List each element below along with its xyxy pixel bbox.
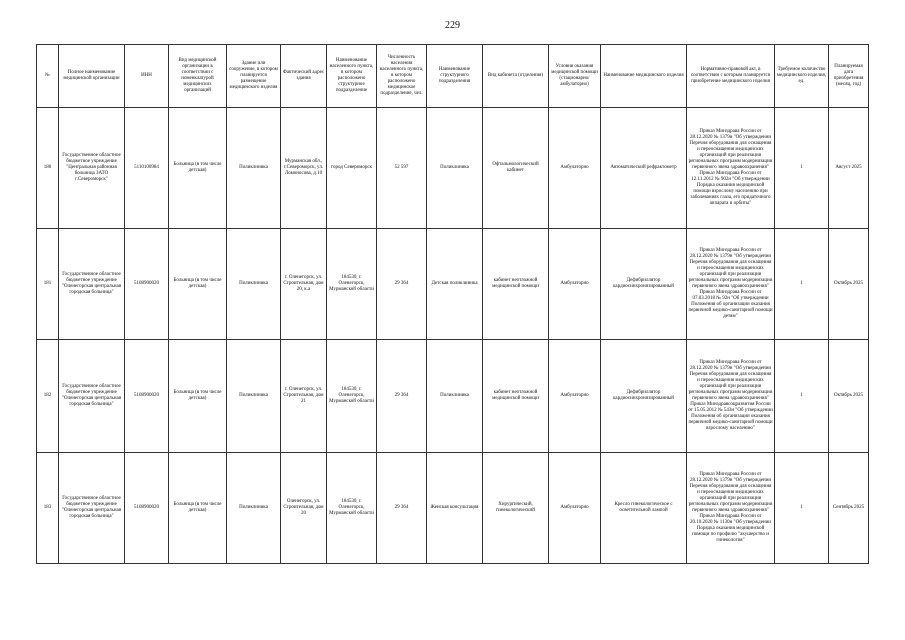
purchase-date: Сентябрь 2025 (829, 453, 869, 564)
inn: 5108900020 (125, 229, 169, 340)
header-cell: № (37, 45, 59, 108)
header-cell: Вид кабинета (отделения) (483, 45, 549, 108)
inn: 5110100984 (125, 108, 169, 229)
unit: Детская поликлиника (427, 229, 483, 340)
device: Дефибриллятор кардиосинхронизированный (601, 229, 687, 340)
building: Поликлиника (227, 229, 281, 340)
header-cell: Нормативно-правовой акт, в соответствии с которым планируется приобретение медицинского изделия (687, 45, 775, 108)
conditions: Амбулаторно (549, 108, 601, 229)
inn: 5108900020 (125, 340, 169, 453)
quantity: 1 (775, 340, 829, 453)
locality: 184530, г. Оленегорск, Мурманской области (327, 453, 377, 564)
cabinet: кабинет неотложной медицинской помощи (483, 229, 549, 340)
locality: 184530, г. Оленегорск, Мурманской области (327, 340, 377, 453)
header-cell: Вид медицинской организации в соответствии с номенклатурой медицинских организаций (169, 45, 227, 108)
organization-type: Больница (в том числе детская) (169, 453, 227, 564)
population: 52 597 (377, 108, 427, 229)
quantity: 1 (775, 108, 829, 229)
row-number: 182 (37, 340, 59, 453)
header-cell: Условия оказания медицинской помощи (стационарно/амбулаторно) (549, 45, 601, 108)
population: 29 364 (377, 340, 427, 453)
organization-type: Больница (в том числе детская) (169, 229, 227, 340)
row-number: 181 (37, 229, 59, 340)
cabinet: кабинет неотложной медицинской помощи (483, 340, 549, 453)
equipment-table (36, 44, 869, 564)
locality: город Североморск (327, 108, 377, 229)
table-row (37, 453, 869, 564)
row-number: 180 (37, 108, 59, 229)
header-cell: Наименование населенного пункта, в котором расположено структурное подразделение (327, 45, 377, 108)
table-row (37, 108, 869, 229)
unit: Поликлиника (427, 340, 483, 453)
header-cell: Полное наименование медицинской организации (59, 45, 125, 108)
table-header-row (37, 45, 869, 108)
organization-name: Государственное областное бюджетное учреждение "Центральная районная больница ЗАТО г.Североморск" (59, 108, 125, 229)
quantity: 1 (775, 453, 829, 564)
table-row (37, 229, 869, 340)
regulatory-act: Приказ Минздрава России от 28.12.2020 № 1379н "Об утверждении Перечня оборудования для оснащения и переоснащения медицинских организаций при реализации региональных программ модернизации первичного звена здравоохранения" Приказ Минздрава России от 07.03.2018 № 92н "Об утверждении Положения об организации оказания первичной медико-санитарной помощи детям" (687, 229, 775, 340)
purchase-date: Октябрь 2025 (829, 229, 869, 340)
device: Автоматический рефрактометр (601, 108, 687, 229)
device: Кресло гинекологическое с осветительной лампой (601, 453, 687, 564)
quantity: 1 (775, 229, 829, 340)
header-cell: Наименование структурного подразделения (427, 45, 483, 108)
header-cell: Наименование медицинского изделия (601, 45, 687, 108)
regulatory-act: Приказ Минздрава России от 28.12.2020 № 1379н "Об утверждении Перечня оборудования для оснащения и переоснащения медицинских организаций при реализации региональных программ модернизации первичного звена здравоохранения" Приказ Минздрава России от 12.11.2012 № 902н "Об утверждении Порядка оказания медицинской помощи взрослому населению при заболеваниях глаза, его придаточного аппарата и орбиты" (687, 108, 775, 229)
organization-name: Государственное областное бюджетное учреждение "Оленегорская центральная городская больница" (59, 340, 125, 453)
regulatory-act: Приказ Минздрава России от 28.12.2020 № 1379н "Об утверждении Перечня оборудования для оснащения и переоснащения медицинских организаций при реализации региональных программ модернизации первичного звена здравоохранения" Приказ Минздрава России от 20.10.2020 № 1130н "Об утверждении Порядка оказания медицинской помощи по профилю "акушерство и гинекология" (687, 453, 775, 564)
purchase-date: Октябрь 2025 (829, 340, 869, 453)
header-cell: Численность населения населенного пункта, в котором расположено медицинское подразделение, чел. (377, 45, 427, 108)
device: Дефибриллятор кардиосинхронизированный (601, 340, 687, 453)
inn: 5108900020 (125, 453, 169, 564)
cabinet: Офтальмологический кабинет (483, 108, 549, 229)
conditions: Амбулаторно (549, 340, 601, 453)
population: 29 364 (377, 453, 427, 564)
address: г. Оленегорск, ул. Строительная, дом 20, к.а (281, 229, 327, 340)
row-number: 183 (37, 453, 59, 564)
page-number: 229 (445, 20, 460, 31)
header-cell: Здание или сооружение, в котором планируется размещение медицинского изделия (227, 45, 281, 108)
organization-type: Больница (в том числе детская) (169, 108, 227, 229)
regulatory-act: Приказ Минздрава России от 28.12.2020 № 1379н "Об утверждении Перечня оборудования для оснащения и переоснащения медицинских организаций при реализации региональных программ модернизации первичного звена здравоохранения" Приказ Минздравсоцразвития России от 15.05.2012 № 543н "Об утверждении Положения об организации оказания первичной медико-санитарной помощи взрослому населению" (687, 340, 775, 453)
header-cell: Фактический адрес здания (281, 45, 327, 108)
cabinet: Хирургический, гинекологический (483, 453, 549, 564)
locality: 184530, г. Оленегорск, Мурманской области (327, 229, 377, 340)
header-cell: Планируемая дата приобретения (месяц, год) (829, 45, 869, 108)
address: Мурманская обл., г.Североморск, ул. Ломоносова, д.10 (281, 108, 327, 229)
organization-name: Государственное областное бюджетное учреждение "Оленегорская центральная городская больница" (59, 453, 125, 564)
header-cell: Требуемое количество медицинского изделия, ед. (775, 45, 829, 108)
unit: Женская консультация (427, 453, 483, 564)
conditions: Амбулаторно (549, 229, 601, 340)
building: Поликлиника (227, 340, 281, 453)
purchase-date: Август 2025 (829, 108, 869, 229)
organization-type: Больница (в том числе детская) (169, 340, 227, 453)
population: 29 364 (377, 229, 427, 340)
address: г. Оленегорск, ул. Строительная, дом 21 (281, 340, 327, 453)
header-cell: ИНН (125, 45, 169, 108)
building: Поликлиника (227, 453, 281, 564)
conditions: Амбулаторно (549, 453, 601, 564)
unit: Поликлиника (427, 108, 483, 229)
address: Оленегорск, ул. Строительная, дом 20 (281, 453, 327, 564)
building: Поликлиника (227, 108, 281, 229)
organization-name: Государственное областное бюджетное учреждение "Оленегорская центральная городская больница" (59, 229, 125, 340)
table-row (37, 340, 869, 453)
